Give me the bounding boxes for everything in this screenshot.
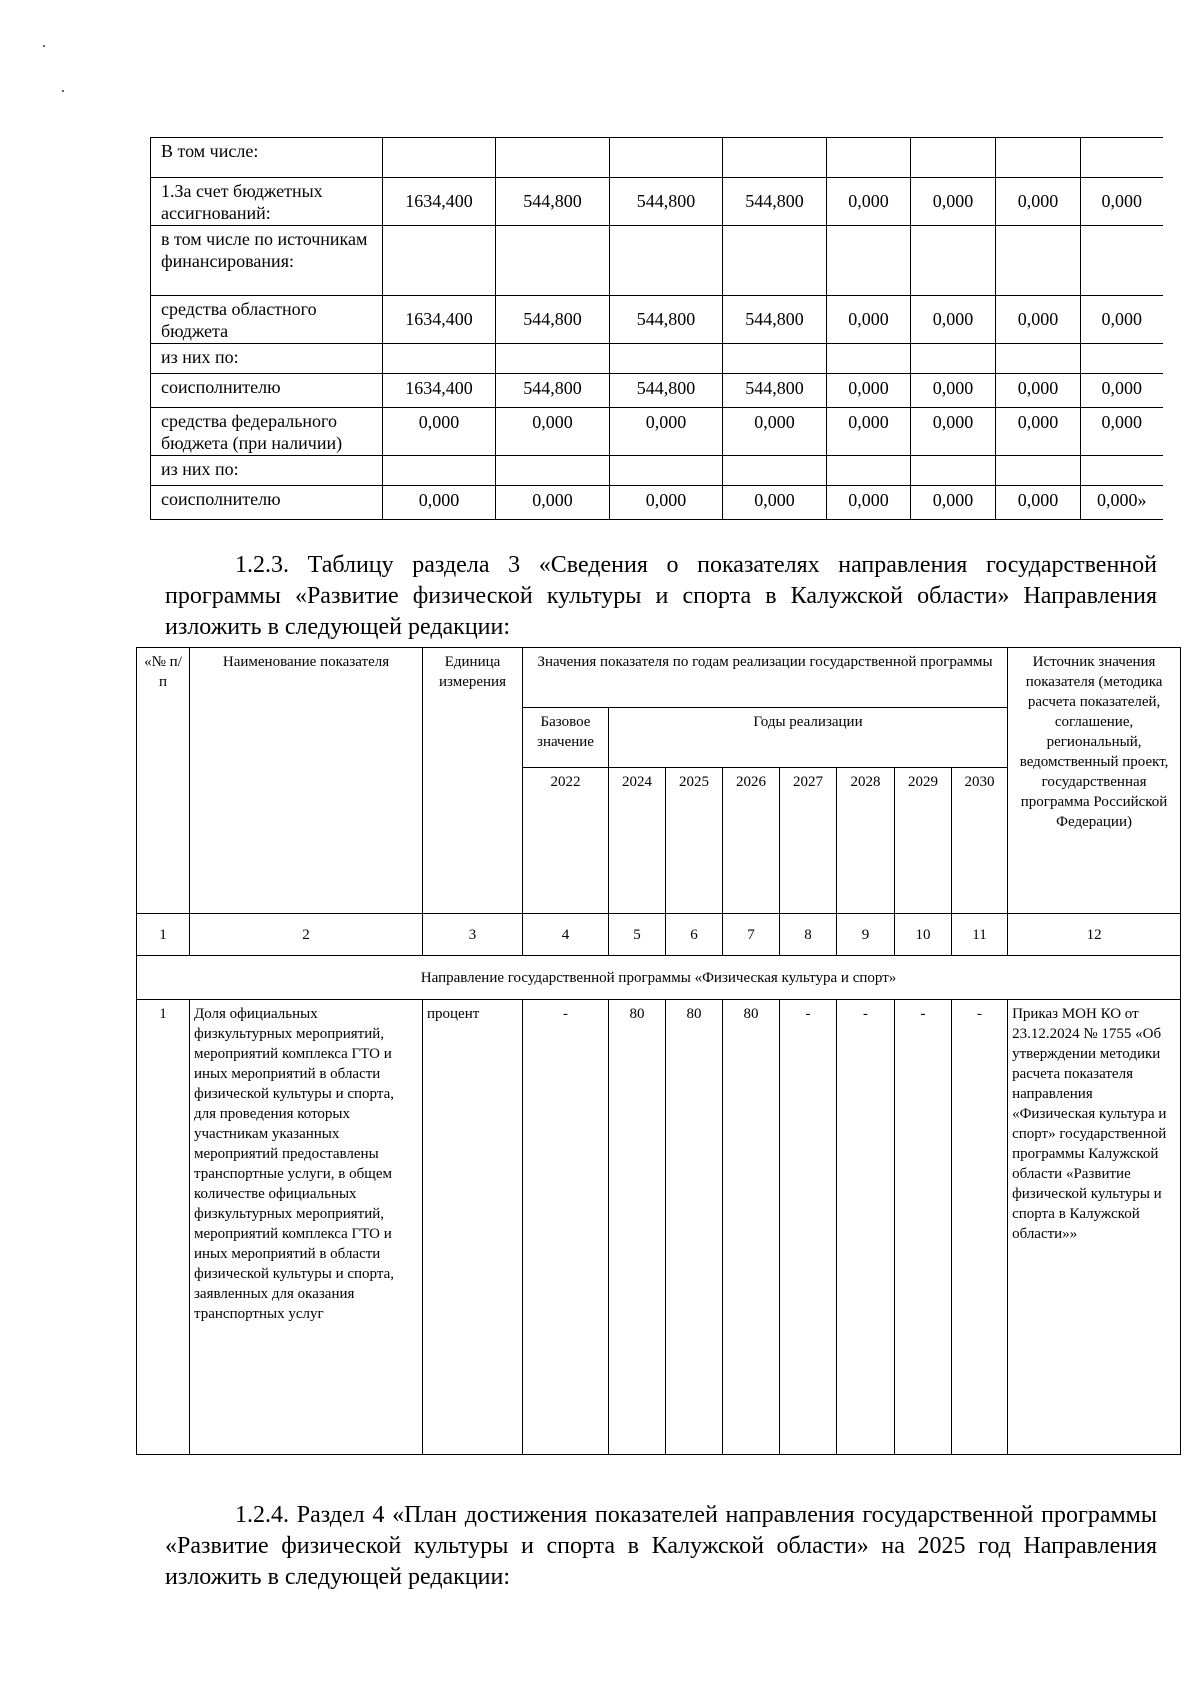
paragraph-text: 1.2.3. Таблицу раздела 3 «Сведения о показателях направления государственной программы «Развитие физической культуры и спорта в Калужской области» Направления изложить в следующей редакции: (165, 552, 1157, 640)
row-value (496, 226, 610, 296)
table-row (151, 456, 1163, 486)
row-value (610, 456, 723, 486)
row-value (723, 138, 827, 178)
row-value: 0,000 (996, 178, 1081, 226)
scan-speck (62, 90, 64, 92)
row-value: 0,000 (1081, 408, 1163, 456)
row-value (610, 226, 723, 296)
row-value: 0,000 (1081, 374, 1163, 408)
row-value: 544,800 (610, 296, 723, 344)
header-base-year: 2022 (523, 768, 609, 914)
row-label: средства федерального бюджета (при наличии) (151, 408, 383, 456)
row-value (723, 344, 827, 374)
table-row (151, 344, 1163, 374)
row-value (827, 456, 911, 486)
row-label: соисполнителю (151, 374, 383, 408)
header-year: 2028 (837, 768, 895, 914)
row-value (911, 344, 996, 374)
row-value: 544,800 (723, 296, 827, 344)
header-year: 2029 (895, 768, 952, 914)
row-value: - (837, 1000, 895, 1455)
row-value (383, 456, 496, 486)
row-value: 0,000 (383, 486, 496, 520)
row-value: 0,000 (496, 486, 610, 520)
table-row (151, 374, 1163, 408)
col-number: 4 (523, 914, 609, 956)
row-value: 0,000 (1081, 296, 1163, 344)
row-value: 0,000 (827, 374, 911, 408)
row-value: 0,000 (911, 374, 996, 408)
header-year: 2025 (666, 768, 723, 914)
header-unit: Единица измерения (423, 648, 523, 914)
header-year: 2024 (609, 768, 666, 914)
row-value: 0,000 (911, 296, 996, 344)
row-value: 0,000 (996, 408, 1081, 456)
row-value (383, 138, 496, 178)
indicators-table (136, 647, 1181, 1455)
col-number: 9 (837, 914, 895, 956)
table-row (151, 226, 1163, 296)
header-values: Значения показателя по годам реализации государственной программы (523, 648, 1008, 708)
row-value: 0,000 (723, 486, 827, 520)
financing-table (150, 137, 1163, 520)
row-value (383, 344, 496, 374)
section-title: Направление государственной программы «Физическая культура и спорт» (137, 956, 1181, 1000)
col-number: 10 (895, 914, 952, 956)
col-number: 3 (423, 914, 523, 956)
row-value (1081, 456, 1163, 486)
row-value (911, 138, 996, 178)
row-label: средства областного бюджета (151, 296, 383, 344)
row-value: 0,000 (911, 408, 996, 456)
row-value (1081, 344, 1163, 374)
col-number: 1 (137, 914, 190, 956)
row-value: 0,000 (827, 296, 911, 344)
row-value: 0,000 (827, 178, 911, 226)
scan-speck (43, 45, 45, 47)
row-value: 544,800 (496, 374, 610, 408)
row-value: 0,000 (383, 408, 496, 456)
row-value (496, 456, 610, 486)
table-row (151, 178, 1163, 226)
header-year: 2027 (780, 768, 837, 914)
row-source: Приказ МОН КО от 23.12.2024 № 1755 «Об утверждении методики расчета показателя направления «Физическая культура и спорт» государственной программы Калужской области «Развитие физической культуры и спорта в Калужской области»» (1008, 1000, 1181, 1455)
row-value: 0,000 (996, 296, 1081, 344)
header-num: «№ п/п (137, 648, 190, 914)
row-num: 1 (137, 1000, 190, 1455)
row-value: 544,800 (723, 374, 827, 408)
row-label: 1.За счет бюджетных ассигнований: (151, 178, 383, 226)
paragraph-1-2-3 (165, 550, 1157, 643)
row-value (723, 226, 827, 296)
col-number: 5 (609, 914, 666, 956)
table-row (151, 408, 1163, 456)
row-value: 0,000 (827, 486, 911, 520)
row-value (496, 138, 610, 178)
row-value: 0,000 (1081, 178, 1163, 226)
row-value: 0,000 (496, 408, 610, 456)
row-value (723, 456, 827, 486)
row-value: - (780, 1000, 837, 1455)
row-value (996, 344, 1081, 374)
row-value (996, 138, 1081, 178)
row-value: 0,000» (1081, 486, 1163, 520)
row-value (911, 226, 996, 296)
row-value (996, 456, 1081, 486)
row-value: 0,000 (996, 486, 1081, 520)
row-unit: процент (423, 1000, 523, 1455)
row-value: 1634,400 (383, 374, 496, 408)
row-value: 544,800 (496, 178, 610, 226)
row-value: 80 (723, 1000, 780, 1455)
row-value: 544,800 (723, 178, 827, 226)
row-value (610, 138, 723, 178)
row-value: 0,000 (996, 374, 1081, 408)
col-number: 11 (952, 914, 1008, 956)
row-value: 0,000 (911, 486, 996, 520)
row-value (827, 344, 911, 374)
header-year: 2026 (723, 768, 780, 914)
table-row (151, 296, 1163, 344)
row-value: 0,000 (827, 408, 911, 456)
header-base: Базовое значение (523, 708, 609, 768)
row-value (496, 344, 610, 374)
paragraph-text: 1.2.4. Раздел 4 «План достижения показателей направления государственной программы «Развитие физической культуры и спорта в Калужской области» на 2025 год Направления изложить в следующей редакции: (165, 1502, 1157, 1590)
row-value: 1634,400 (383, 178, 496, 226)
row-name: Доля официальных физкультурных мероприятий, мероприятий комплекса ГТО и иных мероприятий в области физической культуры и спорта, для проведения которых участникам указанных мероприятий предоставлены транспортные услуги, в общем количестве официальных физкультурных мероприятий, мероприятий комплекса ГТО и иных мероприятий в области физической культуры и спорта, заявленных для оказания транспортных услуг (190, 1000, 423, 1455)
row-value: 544,800 (496, 296, 610, 344)
row-value: 80 (666, 1000, 723, 1455)
row-value (827, 138, 911, 178)
row-value (996, 226, 1081, 296)
row-value: 544,800 (610, 178, 723, 226)
header-years: Годы реализации (609, 708, 1008, 768)
row-value: 544,800 (610, 374, 723, 408)
row-value: - (952, 1000, 1008, 1455)
column-numbers-row (137, 914, 1181, 956)
row-value (827, 226, 911, 296)
col-number: 12 (1008, 914, 1181, 956)
row-value: 1634,400 (383, 296, 496, 344)
paragraph-1-2-4 (165, 1500, 1157, 1593)
row-label: в том числе по источникам финансирования: (151, 226, 383, 296)
row-value: 0,000 (610, 486, 723, 520)
row-value (1081, 226, 1163, 296)
row-base: - (523, 1000, 609, 1455)
row-value (911, 456, 996, 486)
row-value: 0,000 (911, 178, 996, 226)
row-label: из них по: (151, 456, 383, 486)
row-label: из них по: (151, 344, 383, 374)
row-label: соисполнителю (151, 486, 383, 520)
row-value: - (895, 1000, 952, 1455)
row-value (610, 344, 723, 374)
row-value (1081, 138, 1163, 178)
row-value (383, 226, 496, 296)
row-value: 80 (609, 1000, 666, 1455)
col-number: 8 (780, 914, 837, 956)
header-year: 2030 (952, 768, 1008, 914)
header-name: Наименование показателя (190, 648, 423, 914)
header-source: Источник значения показателя (методика расчета показателей, соглашение, региональный, ведомственный проект, государственная программа Российской Федерации) (1008, 648, 1181, 914)
col-number: 7 (723, 914, 780, 956)
col-number: 6 (666, 914, 723, 956)
table-row (151, 138, 1163, 178)
table-row (137, 1000, 1181, 1455)
row-label: В том числе: (151, 138, 383, 178)
col-number: 2 (190, 914, 423, 956)
row-value: 0,000 (723, 408, 827, 456)
table-row (151, 486, 1163, 520)
row-value: 0,000 (610, 408, 723, 456)
